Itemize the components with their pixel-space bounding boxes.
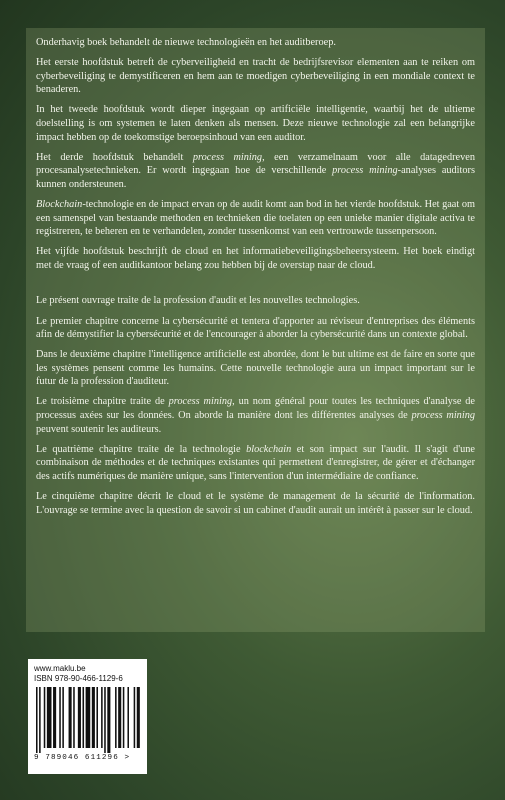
nl-ch3-emphasis-1: process mining (192, 151, 263, 163)
nl-ch3-text-c: -analyses auditors kunnen ondersteunen. (36, 165, 475, 190)
fr-paragraph-chapter-1: Le premier chapitre concerne la cybersécurité et tentera d'apporter au réviseur d'entreprises des éléments afin de démystifier la cybersécurité et de l'encourager à aborder la cybersécurité dans un contexte global. (36, 315, 475, 341)
nl-paragraph-chapter-5: Het vijfde hoofdstuk beschrijft de cloud en het informatiebeveiligingsbeheersysteem. Het boek eindigt met de vraag of een auditkantoor belang zou hebben bij de overstap naar de cloud. (36, 246, 475, 271)
fr-paragraph-chapter-2: Dans le deuxième chapitre l'intelligence artificielle est abordée, dont le but ultime est de faire en sorte que les systèmes pensent comme les humains. Cette nouvelle technologie aura un impact important sur le futur de la profession d'auditeur. (36, 349, 475, 388)
back-cover-text-panel (26, 28, 485, 632)
nl-ch3-text-a: Het derde hoofdstuk behandelt (36, 151, 193, 163)
nl-ch4-text: -technologie en de impact ervan op de audit komt aan bod in het vierde hoofdstuk. Het gaat om een samenspel van bestaande methoden en technieken die toelaten op een unieke manier digitale activa te registreren, te beheren en te verhandelen, zonder tussenkomst van een vertrouwde tussenpersoon. (36, 198, 475, 238)
nl-paragraph-chapter-3 (36, 151, 475, 192)
nl-paragraph-intro: Onderhavig boek behandelt de nieuwe technologieën en het auditberoep. (36, 37, 336, 48)
nl-ch3-text-b: , een verzamelnaam voor alle datagedreven procesanalysetechnieken. Er wordt ingegaan hoe de verschillende (36, 151, 475, 177)
fr-ch3-emphasis-2: process mining (411, 410, 475, 422)
fr-ch3-text-b: , un nom général pour toutes les techniques d'analyse de processus axées sur les données. On aborde la manière dont les différentes analyses de (36, 396, 476, 422)
fr-ch4-text-a: Le quatrième chapitre traite de la technologie (36, 443, 247, 455)
isbn-barcode-box (28, 659, 147, 774)
fr-paragraph-chapter-3 (36, 395, 475, 436)
nl-ch3-emphasis-2: process mining (332, 165, 398, 177)
isbn-number: ISBN 978-90-466-1129-6 (34, 674, 123, 683)
fr-ch3-emphasis-1: process mining (168, 396, 233, 408)
dutch-section (36, 36, 475, 272)
nl-paragraph-chapter-4 (36, 198, 475, 239)
publisher-url: www.maklu.be (34, 664, 86, 673)
fr-paragraph-chapter-5: Le cinquième chapitre décrit le cloud et le système de management de la sécurité de l'information. L'ouvrage se termine avec la question de savoir si un cabinet d'audit aurait un intérêt à passer sur le cloud. (36, 491, 475, 516)
fr-ch4-emphasis: blockchain (246, 443, 292, 455)
french-section (36, 294, 475, 517)
nl-paragraph-chapter-2: In het tweede hoofdstuk wordt dieper ingegaan op artificiële intelligentie, waarbij het de ultieme doelstelling is om systemen te laten denken als mensen. Deze nieuwe technologie zal een belangrijke impact hebben op de toekomstige beroepsinhoud van een auditor. (36, 104, 475, 143)
fr-ch3-text-a: Le troisième chapitre traite de (36, 396, 169, 408)
barcode-digits: 9 789046 611296 > (34, 754, 131, 762)
nl-paragraph-chapter-1: Het eerste hoofdstuk betreft de cyberveiligheid en tracht de bedrijfsrevisor elementen aan te reiken om cyberbeveiliging te demystificeren en hem aan te moedigen cyberbeveiliging in een mondiale context te benaderen. (36, 57, 475, 96)
fr-ch4-text-b: et son impact sur l'audit. Il s'agit d'une combinaison de méthodes et de techniques existantes qui permettent d'enregistrer, de gérer et d'échanger des actifs numériques de manière unique, sans l'intervention d'un intermédiaire de confiance. (36, 443, 475, 482)
fr-paragraph-chapter-4 (36, 443, 475, 484)
fr-ch3-text-c: peuvent soutenir les auditeurs. (36, 423, 162, 435)
fr-paragraph-intro: Le présent ouvrage traite de la profession d'audit et les nouvelles technologies. (36, 295, 360, 307)
barcode-bars (34, 687, 141, 753)
language-divider (36, 282, 475, 294)
nl-ch4-emphasis: Blockchain (36, 198, 83, 210)
